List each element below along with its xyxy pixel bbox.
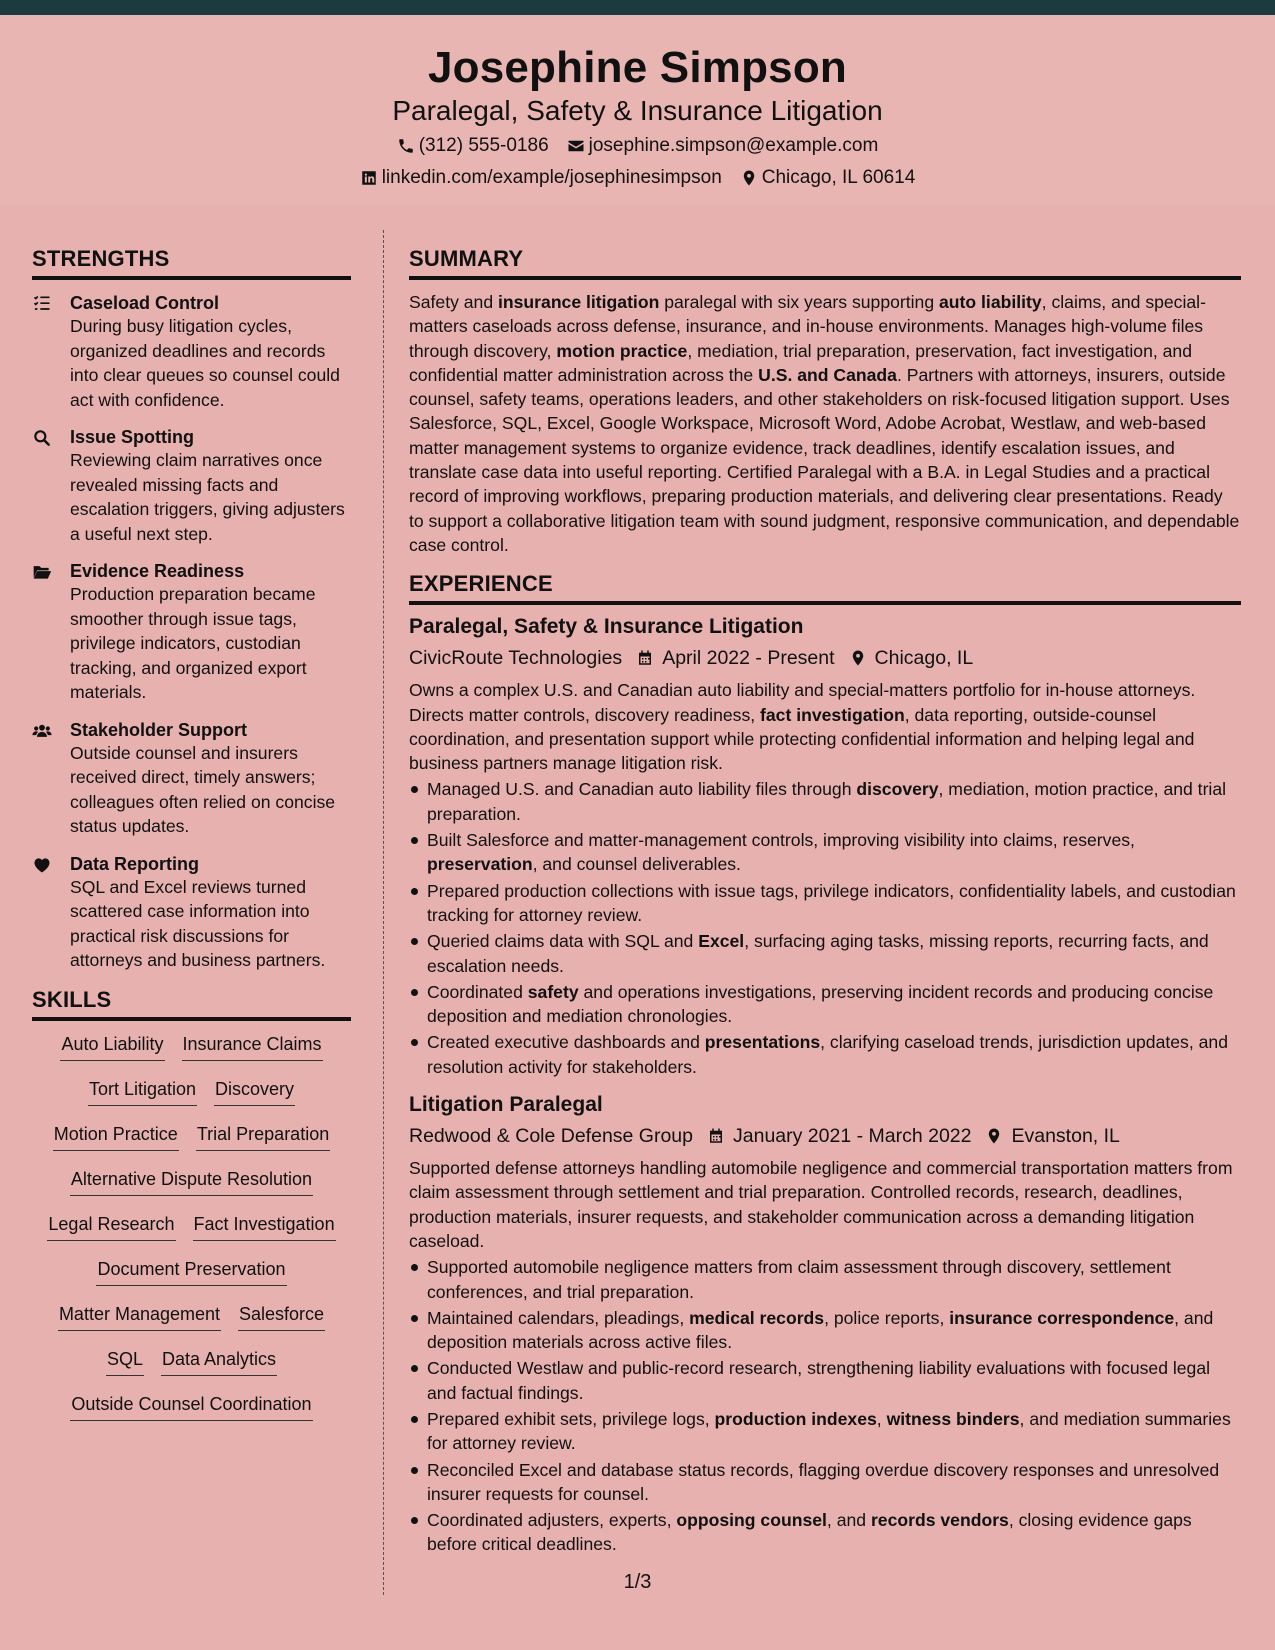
bold-phrase: insurance correspondence bbox=[949, 1307, 1175, 1328]
bold-phrase: fact investigation bbox=[760, 704, 905, 725]
job-location bbox=[985, 1123, 1119, 1149]
jobs-list bbox=[409, 613, 1241, 1557]
strengths-section bbox=[32, 246, 351, 973]
skills-heading: SKILLS bbox=[32, 987, 351, 1021]
bold-phrase: records vendors bbox=[870, 1510, 1009, 1531]
strength-body bbox=[70, 560, 351, 705]
skill-row bbox=[32, 1213, 351, 1258]
text-run: Owns a complex U.S. and Canadian auto liability and special-matters portfolio for in-house attorneys. Directs matter controls, discovery readiness, bbox=[409, 680, 1196, 725]
text-run: , data reporting, outside-counsel coordination, and presentation support while protecting confidential information and helping legal and business partners manage litigation risk. bbox=[409, 704, 1195, 774]
email-text: josephine.simpson@example.com bbox=[588, 135, 879, 156]
job-company: Redwood & Cole Defense Group bbox=[409, 1125, 693, 1148]
strength-text: Reviewing claim narratives once revealed missing facts and escalation triggers, giving adjusters a useful next step. bbox=[70, 450, 345, 544]
bullet-item bbox=[409, 777, 1241, 826]
text-run: Conducted Westlaw and public-record research, strengthening liability evaluations with focused legal and factual findings. bbox=[427, 1358, 1211, 1403]
strengths-list bbox=[32, 292, 351, 973]
skill-tag: Discovery bbox=[214, 1078, 295, 1106]
skill-tag: Data Analytics bbox=[161, 1348, 277, 1376]
folder-open-icon bbox=[32, 562, 52, 582]
strength-title: Stakeholder Support bbox=[70, 719, 248, 740]
text-run: , mediation, trial preparation, preservation, fact investigation, and confidential matter administration across the bbox=[409, 340, 1192, 385]
bullet-item bbox=[409, 879, 1241, 928]
text-run: , clarifying caseload trends, jurisdiction updates, and resolution activity for stakeholders. bbox=[427, 1032, 1228, 1077]
text-run: Coordinated bbox=[427, 981, 528, 1002]
heart-icon bbox=[32, 855, 52, 875]
top-accent-bar bbox=[0, 0, 1275, 15]
bold-phrase: U.S. and Canada bbox=[758, 364, 897, 385]
text-run: Coordinated adjusters, experts, bbox=[427, 1510, 677, 1531]
job-title: Paralegal, Safety & Insurance Litigation bbox=[409, 615, 804, 639]
strength-body bbox=[70, 719, 351, 839]
list-check-icon bbox=[32, 294, 52, 314]
job-dates bbox=[636, 645, 834, 671]
candidate-title: Paralegal, Safety & Insurance Litigation bbox=[392, 95, 883, 126]
text-run: Queried claims data with SQL and bbox=[427, 931, 699, 952]
job-company: CivicRoute Technologies bbox=[409, 647, 623, 670]
contact-email[interactable] bbox=[567, 135, 879, 157]
right-column bbox=[409, 246, 1241, 1559]
phone-text: (312) 555-0186 bbox=[418, 135, 549, 156]
users-icon bbox=[32, 721, 52, 741]
skill-tag: Legal Research bbox=[47, 1213, 175, 1241]
contact-linkedin[interactable] bbox=[360, 167, 722, 189]
job-entry bbox=[409, 613, 1241, 1079]
skill-tag: Tort Litigation bbox=[88, 1078, 197, 1106]
strength-body bbox=[70, 292, 351, 412]
skill-tag: Motion Practice bbox=[53, 1123, 179, 1151]
summary-section bbox=[409, 246, 1241, 557]
strength-body bbox=[70, 426, 351, 546]
strengths-heading: STRENGTHS bbox=[32, 246, 351, 280]
candidate-name: Josephine Simpson bbox=[427, 43, 848, 92]
bullet-item bbox=[409, 1255, 1241, 1304]
location-text: Chicago, IL 60614 bbox=[761, 167, 916, 188]
text-run: , surfacing aging tasks, missing reports, recurring facts, and escalation needs. bbox=[427, 931, 1209, 976]
text-run: , mediation, motion practice, and trial preparation. bbox=[427, 779, 1227, 824]
bullet-item bbox=[409, 980, 1241, 1029]
skill-row bbox=[32, 1303, 351, 1348]
strength-text: Outside counsel and insurers received direct, timely answers; colleagues often relied on concise status updates. bbox=[70, 742, 336, 836]
contact-location bbox=[740, 167, 916, 189]
strength-icon-wrap bbox=[32, 560, 70, 705]
strength-title: Issue Spotting bbox=[70, 427, 195, 447]
strength-title: Evidence Readiness bbox=[70, 561, 245, 581]
text-run: Supported automobile negligence matters from claim assessment through discovery, settlement conferences, and trial preparation. bbox=[427, 1257, 1171, 1302]
strength-icon-wrap bbox=[32, 426, 70, 546]
strength-text: Production preparation became smoother through issue tags, privilege indicators, custodian tracking, and organized export materials. bbox=[70, 584, 316, 702]
text-run: , bbox=[876, 1408, 887, 1429]
skill-tag: Outside Counsel Coordination bbox=[70, 1393, 312, 1421]
skill-row bbox=[32, 1033, 351, 1078]
text-run: , closing evidence gaps before critical deadlines. bbox=[427, 1510, 1192, 1555]
contact-row-1 bbox=[0, 135, 1275, 157]
job-location-text: Evanston, IL bbox=[1011, 1125, 1120, 1148]
bullet-item bbox=[409, 1030, 1241, 1079]
experience-section bbox=[409, 571, 1241, 1557]
text-run: , claims, and special-matters caseloads across defense, insurance, and in-house environments. Manages high-volume files through discovery, bbox=[409, 292, 1206, 361]
text-run: paralegal with six years supporting bbox=[659, 292, 940, 312]
map-pin-icon bbox=[985, 1127, 1003, 1145]
left-column bbox=[32, 246, 351, 1438]
job-dates-text: January 2021 - March 2022 bbox=[733, 1125, 972, 1148]
bold-phrase: discovery bbox=[856, 779, 939, 800]
strength-icon-wrap bbox=[32, 292, 70, 412]
skill-tag: SQL bbox=[106, 1348, 144, 1376]
job-description bbox=[409, 678, 1241, 775]
calendar-icon bbox=[707, 1127, 725, 1145]
bold-phrase: auto liability bbox=[939, 292, 1042, 312]
text-run: Supported defense attorneys handling automobile negligence and commercial transportation matters from claim assessment through settlement and trial preparation. Controlled records, research, deadlines, production materials, insurer requests, and stakeholder communication across a demanding litigation caseload. bbox=[409, 1158, 1233, 1251]
text-run: . Partners with attorneys, insurers, outside counsel, safety teams, operations leaders, and other stakeholders on risk-focused litigation support. Uses Salesforce, SQL, Excel, Google Workspace, Microsoft Word, Adobe Acrobat, Westlaw, and web-based matter management systems to organize evidence, track deadlines, identify escalation issues, and translate case data into useful reporting. Certified Paralegal with a B.A. in Legal Studies and a practical record of improving workflows, preparing production materials, and delivering clear presentations. Ready to support a collaborative litigation team with sound judgment, responsive communication, and dependable case control. bbox=[409, 364, 1240, 555]
strength-body bbox=[70, 853, 351, 973]
contact-phone[interactable] bbox=[397, 135, 549, 157]
page-number: 1/3 bbox=[623, 1571, 652, 1593]
job-entry bbox=[409, 1091, 1241, 1557]
job-location bbox=[849, 645, 974, 671]
text-run: , and deposition materials across active files. bbox=[427, 1307, 1214, 1353]
skill-row bbox=[32, 1078, 351, 1123]
text-run: , police reports, bbox=[824, 1307, 950, 1328]
skill-row bbox=[32, 1123, 351, 1168]
bullet-item bbox=[409, 1508, 1241, 1557]
skill-row bbox=[32, 1393, 351, 1438]
bold-phrase: medical records bbox=[689, 1307, 825, 1328]
bold-phrase: opposing counsel bbox=[676, 1510, 827, 1531]
skill-tag: Fact Investigation bbox=[193, 1213, 336, 1241]
strength-title: Caseload Control bbox=[70, 293, 220, 313]
text-run: Safety and bbox=[409, 292, 499, 312]
text-run: Prepared exhibit sets, privilege logs, bbox=[427, 1408, 715, 1429]
job-meta bbox=[409, 1123, 1241, 1149]
strength-item bbox=[32, 853, 351, 973]
column-divider bbox=[383, 230, 384, 1595]
phone-icon bbox=[397, 137, 415, 155]
strength-item bbox=[32, 292, 351, 412]
text-run: Built Salesforce and matter-management controls, improving visibility into claims, reserves, bbox=[427, 830, 1135, 851]
bold-phrase: witness binders bbox=[886, 1408, 1020, 1429]
skill-row bbox=[32, 1168, 351, 1213]
search-icon bbox=[32, 428, 52, 448]
bold-phrase: preservation bbox=[427, 854, 533, 875]
skill-tag: Auto Liability bbox=[60, 1033, 164, 1061]
skill-tag: Alternative Dispute Resolution bbox=[70, 1168, 313, 1196]
summary-heading: SUMMARY bbox=[409, 246, 1241, 280]
job-meta bbox=[409, 645, 1241, 671]
bold-phrase: safety bbox=[527, 981, 579, 1002]
skill-tag: Matter Management bbox=[58, 1303, 221, 1331]
job-description bbox=[409, 1156, 1241, 1253]
bullet-item bbox=[409, 1356, 1241, 1405]
bold-phrase: production indexes bbox=[714, 1408, 877, 1429]
text-run: Created executive dashboards and bbox=[427, 1032, 705, 1053]
bold-phrase: motion practice bbox=[556, 340, 688, 361]
skill-row bbox=[32, 1258, 351, 1303]
skill-tag: Trial Preparation bbox=[196, 1123, 330, 1151]
map-pin-icon bbox=[740, 169, 758, 187]
linkedin-icon bbox=[360, 169, 378, 187]
strength-item bbox=[32, 719, 351, 839]
strength-title: Data Reporting bbox=[70, 853, 200, 874]
strength-icon-wrap bbox=[32, 719, 70, 839]
text-run: , and mediation summaries for attorney review. bbox=[427, 1408, 1231, 1454]
calendar-icon bbox=[636, 649, 654, 667]
skill-tag: Insurance Claims bbox=[182, 1033, 323, 1061]
strength-text: SQL and Excel reviews turned scattered case information into practical risk discussions for attorneys and business partners. bbox=[70, 876, 326, 970]
bold-phrase: insurance litigation bbox=[498, 292, 660, 312]
job-bullets bbox=[409, 777, 1241, 1079]
job-title: Litigation Paralegal bbox=[409, 1093, 603, 1117]
job-dates bbox=[707, 1123, 971, 1149]
skill-tag: Salesforce bbox=[238, 1303, 325, 1331]
bullet-item bbox=[409, 828, 1241, 877]
summary-text bbox=[409, 290, 1241, 557]
bold-phrase: presentations bbox=[704, 1032, 821, 1053]
skills-list bbox=[32, 1033, 351, 1438]
job-location-text: Chicago, IL bbox=[874, 647, 974, 670]
skill-row bbox=[32, 1348, 351, 1393]
job-bullets bbox=[409, 1255, 1241, 1557]
resume-header bbox=[0, 15, 1275, 205]
text-run: and operations investigations, preserving incident records and producing concise deposition and mediation chronologies. bbox=[427, 981, 1214, 1027]
text-run: Managed U.S. and Canadian auto liability files through bbox=[427, 779, 857, 800]
bullet-item bbox=[409, 929, 1241, 978]
map-pin-icon bbox=[849, 649, 867, 667]
skills-section bbox=[32, 987, 351, 1438]
text-run: Reconciled Excel and database status records, flagging overdue discovery responses and unresolved insurer requests for counsel. bbox=[427, 1459, 1220, 1504]
text-run: , and bbox=[826, 1510, 871, 1531]
skill-tag: Document Preservation bbox=[96, 1258, 286, 1286]
contact-row-2 bbox=[0, 167, 1275, 189]
text-run: , and counsel deliverables. bbox=[532, 854, 741, 875]
strength-icon-wrap bbox=[32, 853, 70, 973]
bullet-item bbox=[409, 1407, 1241, 1456]
linkedin-text: linkedin.com/example/josephinesimpson bbox=[381, 167, 722, 188]
text-run: Prepared production collections with issue tags, privilege indicators, confidentiality labels, and custodian tracking for attorney review. bbox=[427, 880, 1236, 925]
text-run: Maintained calendars, pleadings, bbox=[427, 1307, 690, 1328]
envelope-icon bbox=[567, 137, 585, 155]
experience-heading: EXPERIENCE bbox=[409, 571, 1241, 605]
strength-item bbox=[32, 560, 351, 705]
bullet-item bbox=[409, 1458, 1241, 1507]
bold-phrase: Excel bbox=[698, 931, 745, 952]
strength-text: During busy litigation cycles, organized deadlines and records into clear queues so counsel could act with confidence. bbox=[70, 316, 340, 410]
job-dates-text: April 2022 - Present bbox=[662, 647, 835, 670]
bullet-item bbox=[409, 1306, 1241, 1355]
strength-item bbox=[32, 426, 351, 546]
